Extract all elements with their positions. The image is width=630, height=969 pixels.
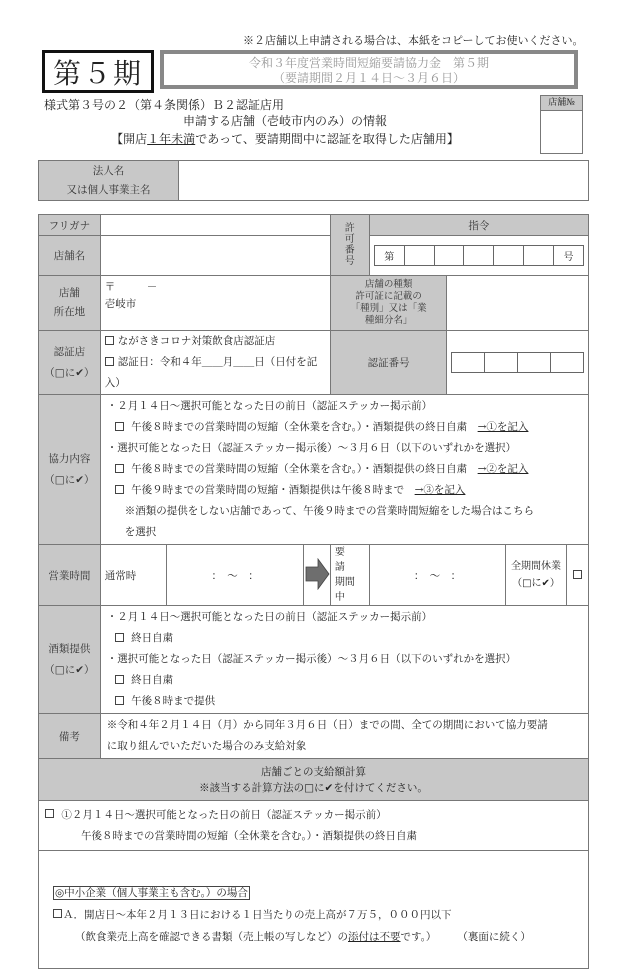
request-label-2: 期間中 xyxy=(334,577,355,603)
store-type-label-3: 「種別」又は「業 xyxy=(350,303,427,314)
coop-label-1: 協力内容 xyxy=(48,452,91,465)
coop-note-2: を選択 xyxy=(124,526,157,538)
form-subtitle: 申請する店舗（壱岐市内のみ）の情報 xyxy=(182,114,387,128)
coop-note-1: ※酒類の提供をしない店舗であって、午後９時までの営業時間短縮をした場合はこちら xyxy=(124,505,534,517)
permit-header: 指令 xyxy=(369,215,588,236)
cert-label-1: 認証店 xyxy=(53,345,86,358)
calc-item-1-line-2: 午後８時までの営業時間の短縮（全休業を含む。）・酒類提供の終日自粛 xyxy=(81,829,417,842)
corp-label-1: 法人名 xyxy=(92,164,125,177)
permit-label xyxy=(330,215,369,276)
permit-digit-2[interactable] xyxy=(434,246,464,266)
coop-label-2: （□に✔） xyxy=(44,473,95,486)
cooperation-label xyxy=(39,395,101,545)
checkbox[interactable] xyxy=(53,909,62,918)
remarks-line-2: に取り組んでいただいた場合のみ支給対象 xyxy=(106,740,307,752)
coop-option-2[interactable] xyxy=(107,459,582,480)
cert-number-cell xyxy=(447,331,589,395)
permit-prefix: 第 xyxy=(374,246,404,266)
calc-header xyxy=(39,759,589,801)
hours-label: 営業時間 xyxy=(39,545,101,606)
alcohol-line-1: ・２月１４日～選択可能となった日の前日（認証ステッカー掲示前） xyxy=(106,611,433,623)
alcohol-option-1-text: 終日自粛 xyxy=(131,632,174,644)
cert-digit-4[interactable] xyxy=(551,353,584,373)
coop-option-3-text: 午後９時までの営業時間の短縮・酒類提供は午後８時まで xyxy=(131,484,405,496)
calc-item-1-line-1: ①２月１４日～選択可能となった日の前日（認証ステッカー掲示前） xyxy=(61,808,387,821)
cert-digit-2[interactable] xyxy=(485,353,518,373)
option-a-note-underline: 添付は不要 xyxy=(348,930,401,943)
alcohol-content xyxy=(100,606,588,714)
request-hours-field[interactable]: ： ～ ： xyxy=(369,545,505,606)
checkbox[interactable] xyxy=(115,464,124,473)
certification-label xyxy=(39,331,101,395)
certification-options xyxy=(100,331,330,395)
store-type-label-2: 許可証に記載の xyxy=(355,291,422,302)
alcohol-label xyxy=(39,606,101,714)
store-name-label: 店舗名 xyxy=(39,236,101,276)
permit-suffix: 号 xyxy=(554,246,584,266)
permit-digit-3[interactable] xyxy=(464,246,494,266)
arrow-right-icon xyxy=(304,558,330,590)
option-a-note xyxy=(53,926,574,948)
permit-digit-1[interactable] xyxy=(404,246,434,266)
address-label-2: 所在地 xyxy=(53,306,86,318)
remarks-line-1: ※令和４年２月１４日（月）から同年３月６日（日）までの間、全ての期間において協力要請 xyxy=(106,719,548,731)
continued-note: （裏面に続く） xyxy=(462,930,531,943)
alcohol-option-3[interactable] xyxy=(107,691,582,712)
address-city: 壱岐市 xyxy=(104,298,137,310)
sme-label: ◎中小企業（個人事業主も含む。）の場合 xyxy=(55,886,248,899)
cert-option-1-text: ながさきコロナ対策飲食店認証店 xyxy=(117,335,276,347)
form-id: 様式第３号の２（第４条関係）Ｂ２認証店用 xyxy=(44,98,285,112)
store-type-label-4: 種細分名」 xyxy=(364,315,413,326)
coop-option-2-ref: →②を記入 xyxy=(477,463,529,475)
cooperation-content xyxy=(100,395,588,545)
title-box xyxy=(160,50,578,89)
checkbox[interactable] xyxy=(105,357,114,366)
alcohol-option-2-text: 終日自粛 xyxy=(131,674,174,686)
coop-line-1: ・２月１４日～選択可能となった日の前日（認証ステッカー掲示前） xyxy=(106,400,433,412)
option-a-note-post: です。） xyxy=(400,930,432,943)
cert-option-1[interactable] xyxy=(105,331,326,352)
permit-digit-5[interactable] xyxy=(524,246,554,266)
closed-label-1: 全期間休業 xyxy=(511,561,562,572)
normal-hours-label: 通常時 xyxy=(100,545,167,606)
copy-note: ※２店舗以上申請される場合は、本紙をコピーしてお使いください。 xyxy=(243,34,584,47)
checkbox[interactable] xyxy=(115,422,124,431)
permit-digit-4[interactable] xyxy=(494,246,524,266)
subtitle2-post: であって、要請期間中に認証を取得した店舗用】 xyxy=(195,132,459,146)
address-label-1: 店舗 xyxy=(58,287,80,299)
calc-sme-section xyxy=(39,851,589,969)
store-type-label-1: 店舗の種類 xyxy=(364,279,413,290)
furigana-field[interactable] xyxy=(100,215,330,236)
alcohol-option-1[interactable] xyxy=(107,628,582,649)
period-label: 第５期 xyxy=(42,50,154,93)
request-label-1: 要 請 xyxy=(334,547,355,573)
store-type-label xyxy=(330,276,447,331)
subtitle2-underline: １年未満 xyxy=(147,132,196,146)
coop-option-1-ref: →①を記入 xyxy=(477,421,529,433)
option-a-note-pre: （飲食業売上高を確認できる書類（売上帳の写しなど）の xyxy=(75,930,348,943)
coop-option-1-text: 午後８時までの営業時間の短縮（全休業を含む。）・酒類提供の終日自粛 xyxy=(131,421,468,433)
arrow-cell xyxy=(303,545,330,606)
alcohol-option-2[interactable] xyxy=(107,670,582,691)
title-line-2: （要請期間２月１４日～３月６日） xyxy=(272,71,465,85)
address-field[interactable] xyxy=(100,276,330,331)
coop-option-1[interactable] xyxy=(107,417,582,438)
address-label xyxy=(39,276,101,331)
checkbox[interactable] xyxy=(115,696,124,705)
remarks-label: 備考 xyxy=(39,714,101,759)
remarks-content xyxy=(100,714,588,759)
checkbox[interactable] xyxy=(45,809,54,818)
closed-label-2: （□に✔） xyxy=(512,578,560,589)
form-subtitle-2 xyxy=(0,130,630,147)
checkbox[interactable] xyxy=(573,570,582,579)
option-a[interactable] xyxy=(53,904,574,926)
corp-label-2: 又は個人事業主名 xyxy=(66,183,151,196)
corp-name-field[interactable] xyxy=(179,161,589,201)
corp-name-label xyxy=(39,161,179,201)
normal-hours-field[interactable]: ： ～ ： xyxy=(167,545,303,606)
closed-checkbox-cell[interactable] xyxy=(566,545,588,606)
permit-label-text: 許可番号 xyxy=(344,223,355,267)
coop-option-2-text: 午後８時までの営業時間の短縮（全休業を含む。）・酒類提供の終日自粛 xyxy=(131,463,468,475)
cert-number-grid xyxy=(451,352,584,373)
coop-option-3[interactable] xyxy=(107,480,582,501)
cert-digit-1[interactable] xyxy=(452,353,485,373)
permit-number-grid xyxy=(374,245,584,266)
cert-label-2: （□に✔） xyxy=(44,366,95,379)
calc-title: 店舗ごとの支給額計算 xyxy=(261,765,366,778)
cert-option-2[interactable] xyxy=(105,352,326,394)
option-a-text: Ａ．開店日～本年２月１３日における１日当たりの売上高が７万５，０００円以下 xyxy=(63,908,452,921)
coop-line-2: ・選択可能となった日（認証ステッカー掲示後）～３月６日（以下のいずれかを選択） xyxy=(106,442,517,454)
corp-table xyxy=(38,160,589,201)
calc-instruction: ※該当する計算方法の□に✔を付けてください。 xyxy=(199,781,428,794)
postal-code[interactable]: 〒 － xyxy=(104,281,158,293)
checkbox[interactable] xyxy=(115,675,124,684)
checkbox[interactable] xyxy=(115,633,124,642)
subtitle2-pre: 【開店 xyxy=(111,132,148,146)
alcohol-option-3-text: 午後８時まで提供 xyxy=(131,695,216,707)
calc-item-1 xyxy=(39,801,589,851)
store-type-field[interactable] xyxy=(447,276,589,331)
calc-item-1-option[interactable] xyxy=(45,805,582,826)
title-line-1: 令和３年度営業時間短縮要請協力金 第５期 xyxy=(248,56,489,70)
request-period-label xyxy=(330,545,369,606)
alcohol-label-2: （□に✔） xyxy=(44,663,95,676)
alcohol-label-1: 酒類提供 xyxy=(48,642,91,655)
checkbox[interactable] xyxy=(115,485,124,494)
checkbox[interactable] xyxy=(105,336,114,345)
store-number-box[interactable] xyxy=(540,95,583,154)
store-number-label: 店舗№ xyxy=(541,96,582,111)
store-info-table xyxy=(38,214,589,969)
furigana-label: フリガナ xyxy=(39,215,101,236)
permit-number-cell xyxy=(369,236,588,276)
closed-label xyxy=(506,545,567,606)
alcohol-line-2: ・選択可能となった日（認証ステッカー掲示後）～３月６日（以下のいずれかを選択） xyxy=(106,653,517,665)
store-name-field[interactable] xyxy=(100,236,330,276)
cert-digit-3[interactable] xyxy=(518,353,551,373)
cert-option-2-text: 認証日：令和４年＿＿月＿＿日（日付を記入） xyxy=(104,356,318,389)
coop-option-3-ref: →③を記入 xyxy=(414,484,466,496)
cert-number-label: 認証番号 xyxy=(330,331,447,395)
